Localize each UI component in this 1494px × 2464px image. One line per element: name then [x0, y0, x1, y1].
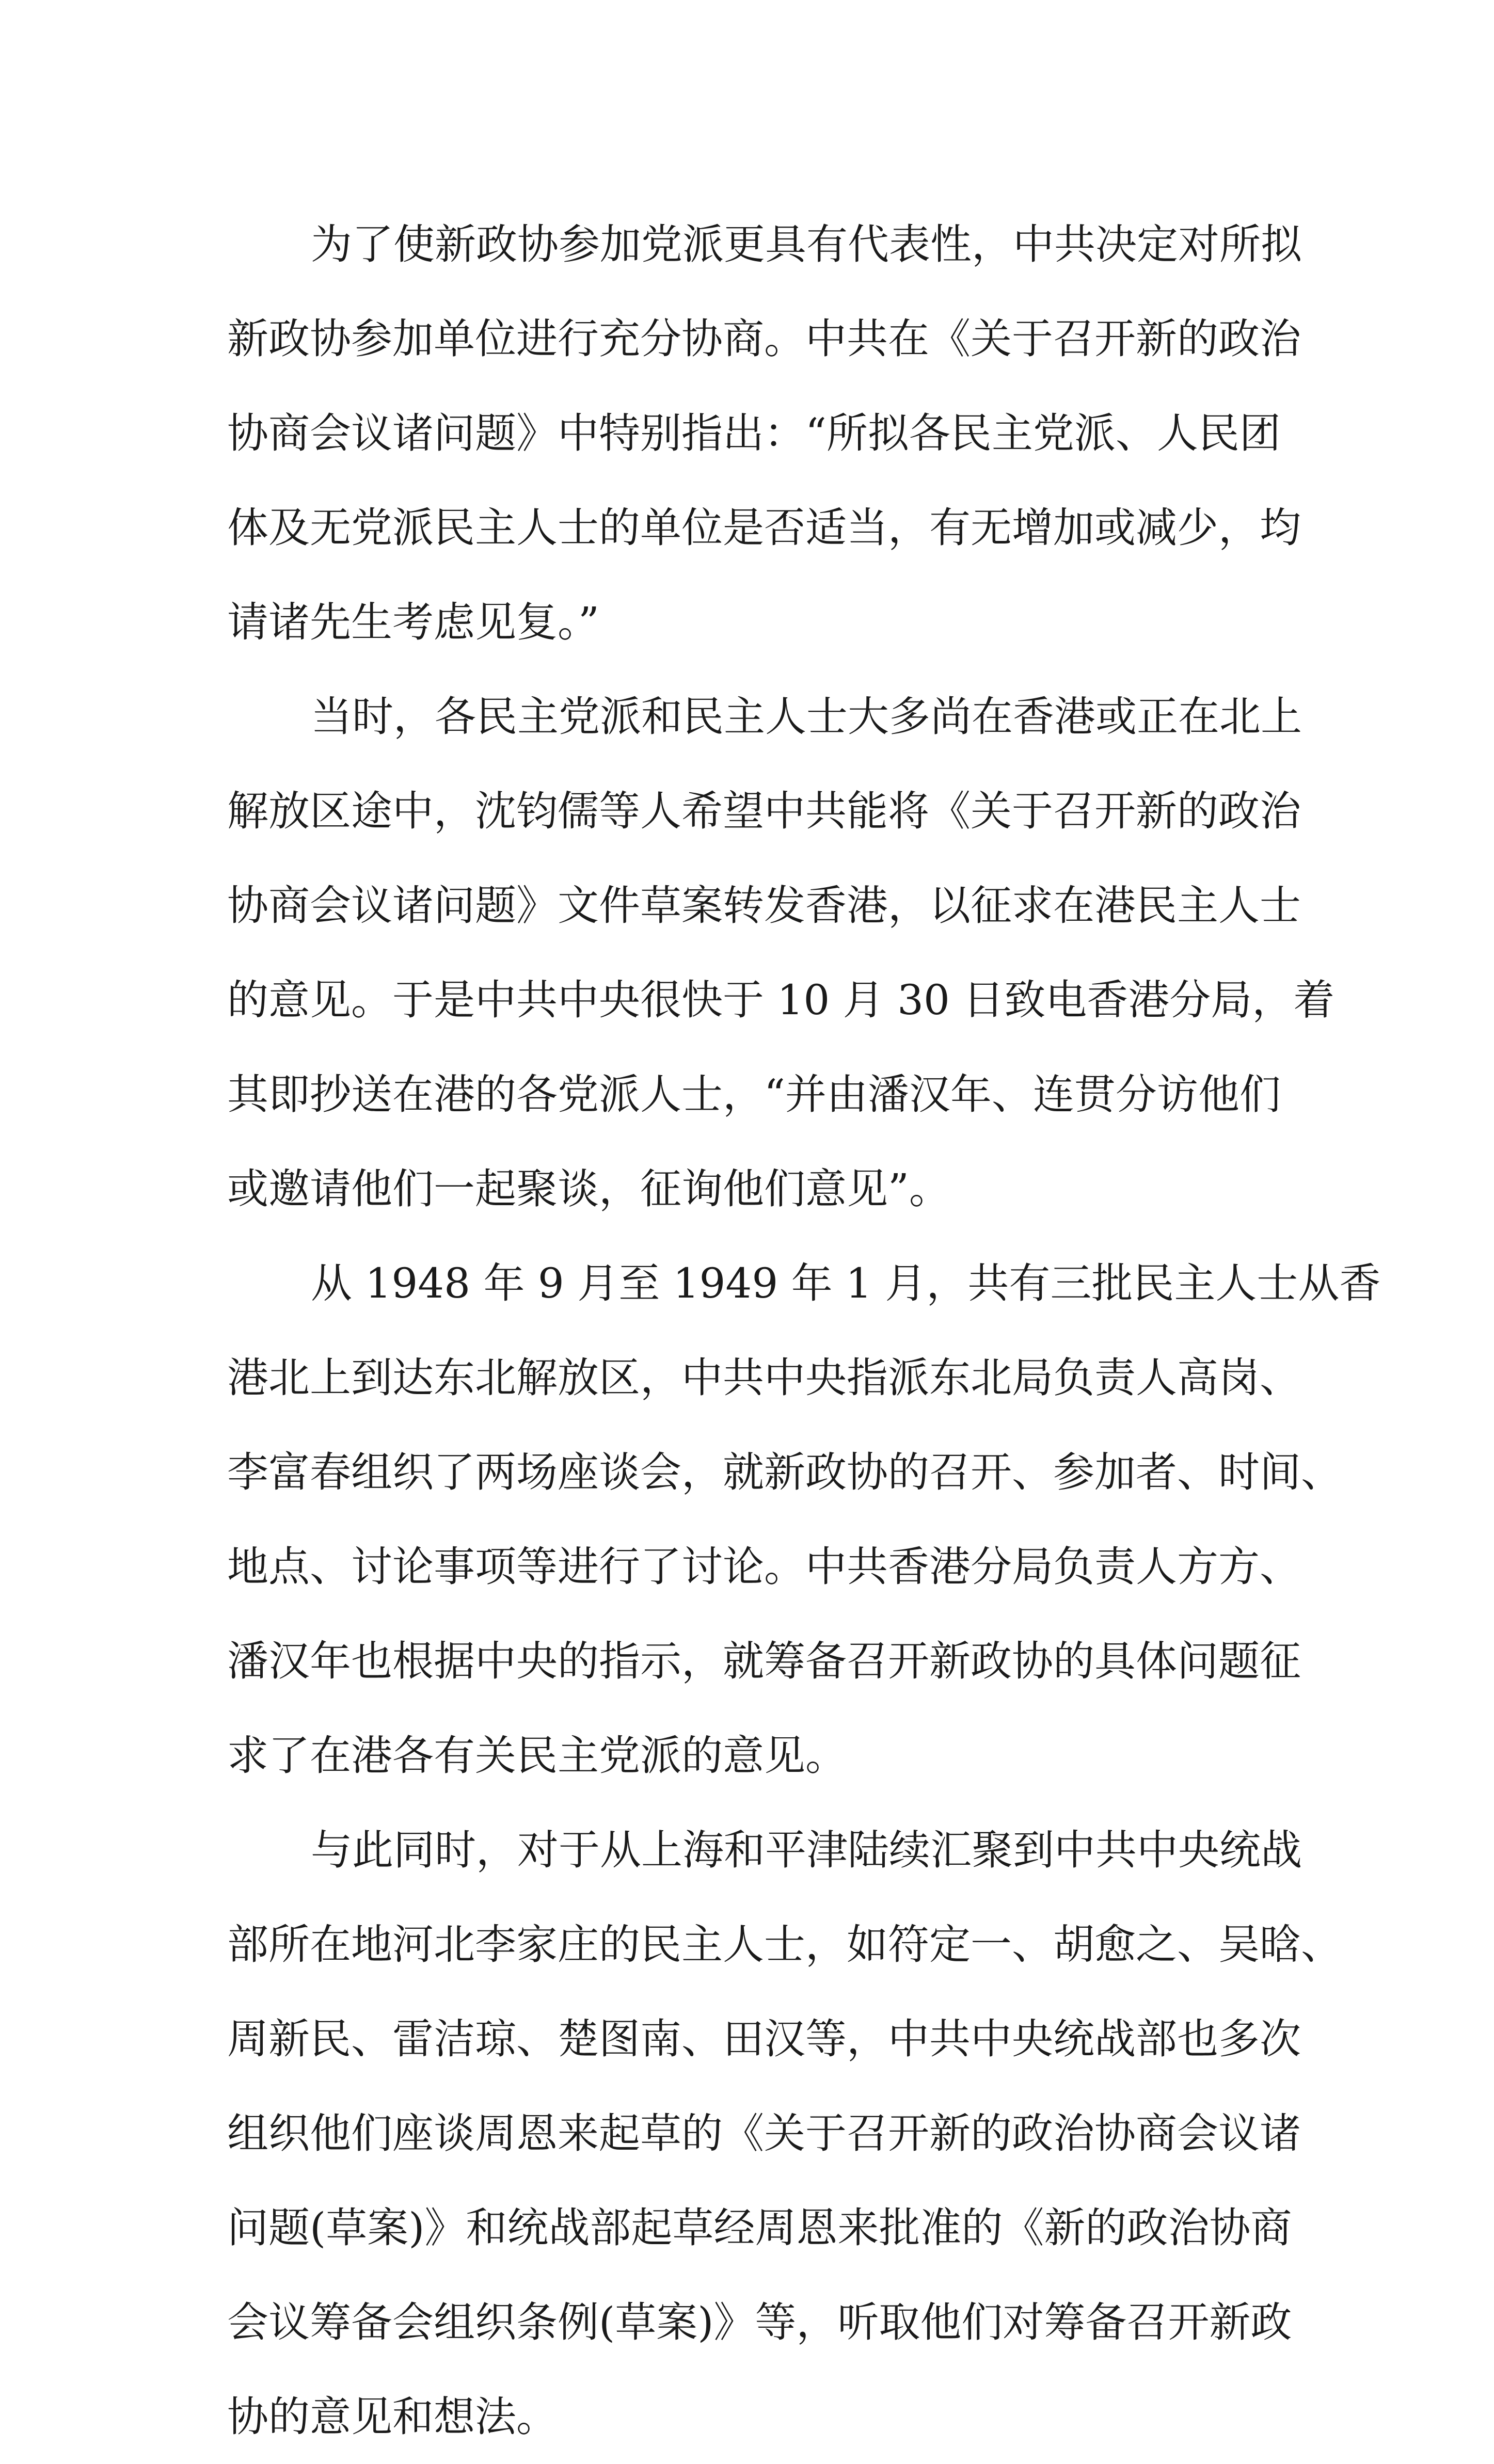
text-line: 地点、讨论事项等进行了讨论。中共香港分局负责人方方、 — [227, 1543, 1301, 1591]
text-line: 解放区途中，沈钧儒等人希望中共能将《关于召开新的政治 — [227, 787, 1301, 835]
text-line: 当时，各民主党派和民主人士大多尚在香港或正在北上 — [311, 693, 1302, 741]
text-line: 会议筹备会组织条例(草案)》等，听取他们对筹备召开新政 — [227, 2298, 1292, 2346]
text-line: 为了使新政协参加党派更具有代表性，中共决定对所拟 — [311, 220, 1302, 268]
text-line: 周新民、雷洁琼、楚图南、田汉等，中共中央统战部也多次 — [227, 2015, 1301, 2063]
text-line: 协商会议诸问题》文件草案转发香港，以征求在港民主人士 — [227, 882, 1301, 930]
text-line: 部所在地河北李家庄的民主人士，如符定一、胡愈之、吴晗、 — [227, 1921, 1342, 1969]
text-line: 请诸先生考虑见复。” — [227, 598, 599, 646]
text-line: 或邀请他们一起聚谈，征询他们意见”。 — [227, 1165, 950, 1213]
text-line: 问题(草案)》和统战部起草经周恩来批准的《新的政治协商 — [227, 2204, 1292, 2252]
text-line: 与此同时，对于从上海和平津陆续汇聚到中共中央统战 — [311, 1826, 1302, 1874]
text-line: 求了在港各有关民主党派的意见。 — [227, 1732, 847, 1780]
text-line: 李富春组织了两场座谈会，就新政协的召开、参加者、时间、 — [227, 1448, 1342, 1496]
text-line: 的意见。于是中共中央很快于 10 月 30 日致电香港分局，着 — [227, 976, 1335, 1024]
text-line: 协商会议诸问题》中特别指出：“所拟各民主党派、人民团 — [227, 409, 1281, 457]
text-line: 组织他们座谈周恩来起草的《关于召开新的政治协商会议诸 — [227, 2109, 1301, 2157]
paragraph-3 — [227, 1236, 1381, 1803]
text-line: 体及无党派民主人士的单位是否适当，有无增加或减少，均 — [227, 504, 1301, 552]
paragraph-4 — [227, 1803, 1342, 2464]
text-line: 新政协参加单位进行充分协商。中共在《关于召开新的政治 — [227, 315, 1301, 363]
body-text — [227, 197, 1381, 2464]
text-line: 潘汉年也根据中央的指示，就筹备召开新政协的具体问题征 — [227, 1637, 1301, 1685]
paragraph-2 — [227, 669, 1335, 1236]
text-line: 协的意见和想法。 — [227, 2393, 558, 2441]
paragraph-1 — [227, 197, 1302, 669]
text-line: 其即抄送在港的各党派人士，“并由潘汉年、连贯分访他们 — [227, 1070, 1281, 1118]
text-line: 港北上到达东北解放区，中共中央指派东北局负责人高岗、 — [227, 1354, 1301, 1402]
text-line: 从 1948 年 9 月至 1949 年 1 月，共有三批民主人士从香 — [311, 1259, 1381, 1307]
